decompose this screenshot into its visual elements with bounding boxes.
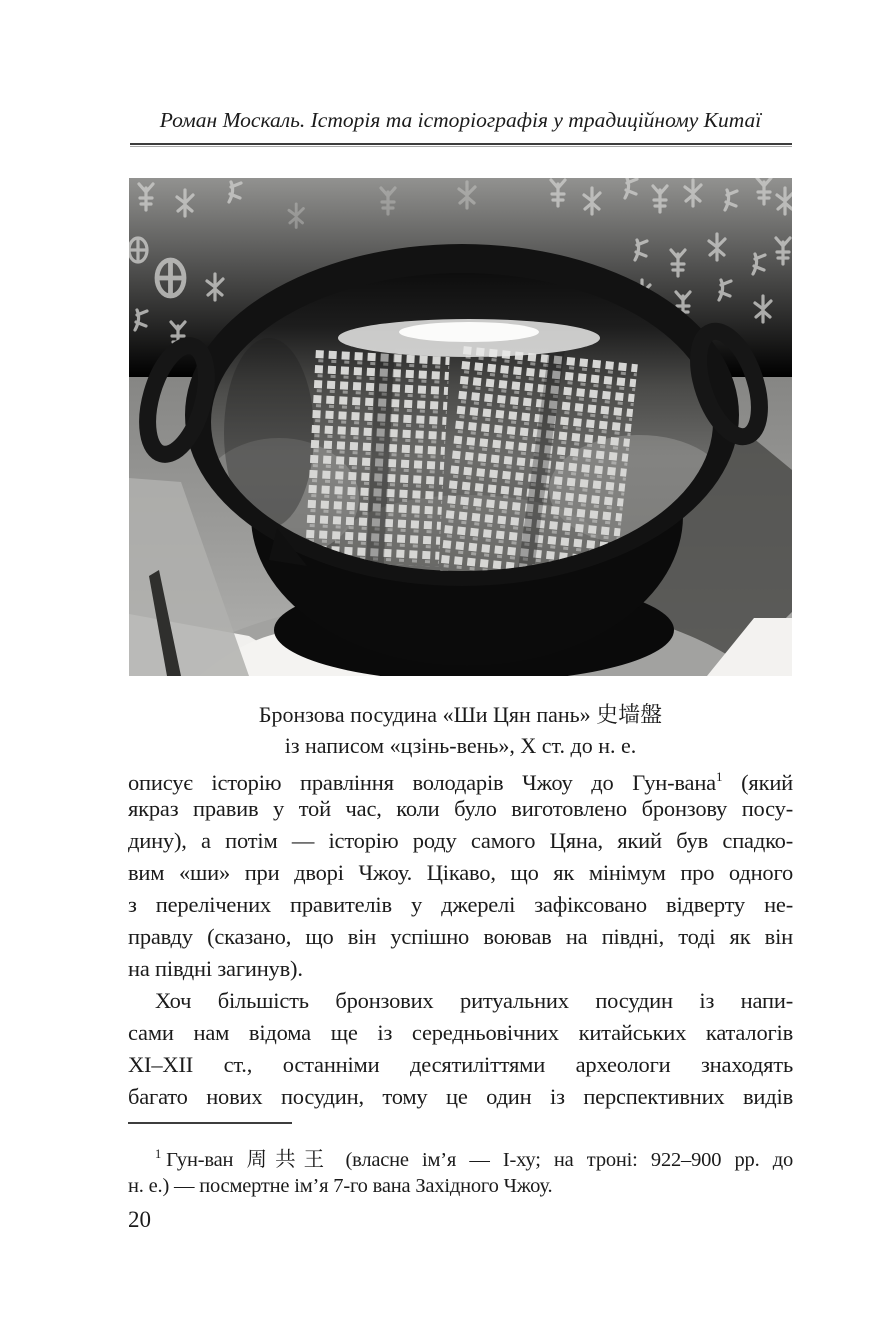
page-number: 20 [128, 1207, 151, 1232]
caption-line: Бронзова посудина «Ши Цян пань» 史墙盤 [258, 702, 663, 727]
header-rule [130, 143, 792, 147]
body-line: описує історію правління володарів Чжоу до Гун-вана$^1$ (який [128, 769, 793, 795]
body-line: вим «ши» при дворі Чжоу. Цікаво, що як мінімум про одного [128, 860, 793, 885]
figure-photo [129, 178, 792, 676]
body-line: дину), а потім — історію роду самого Цяна, який був спадко- [128, 828, 793, 853]
caption-line: із написом «цзінь-вень», X ст. до н. е. [284, 733, 637, 758]
footnote-rule [128, 1122, 292, 1124]
body-line: багато нових посудин, тому це один із перспективних видів [128, 1084, 793, 1109]
body-line: XI–XII ст., останніми десятиліттями археологи знаходять [128, 1052, 793, 1077]
footnote-line: н. е.) — посмертне ім’я 7-го вана Західного Чжоу. [128, 1175, 553, 1197]
body-line: Хоч більшість бронзових ритуальних посудин із напи- [155, 988, 793, 1013]
body-line: сами нам відома ще із середньовічних китайських каталогів [128, 1020, 793, 1045]
body-line: правду (сказано, що він успішно воював на півдні, тоді як він [128, 924, 793, 949]
running-header: Роман Москаль. Історія та історіографія у традиційному Китаї [159, 108, 762, 132]
body-text [128, 761, 793, 1113]
footnote [128, 1138, 793, 1202]
footnote-ref: 1 [715, 769, 723, 784]
body-line: якраз правив у той час, коли було виготовлено бронзову посу- [128, 796, 793, 821]
body-line: з перелічених правителів у джерелі зафіксовано відверту не- [128, 892, 793, 917]
body-line: на півдні загинув). [128, 956, 303, 981]
footnote-line: $^1$ Гун-ван 周共王 (власне ім’я — І-ху; на троні: 922–900 рр. до [155, 1147, 793, 1171]
footnote-marker: 1 [155, 1147, 162, 1161]
figure-caption [128, 699, 793, 761]
